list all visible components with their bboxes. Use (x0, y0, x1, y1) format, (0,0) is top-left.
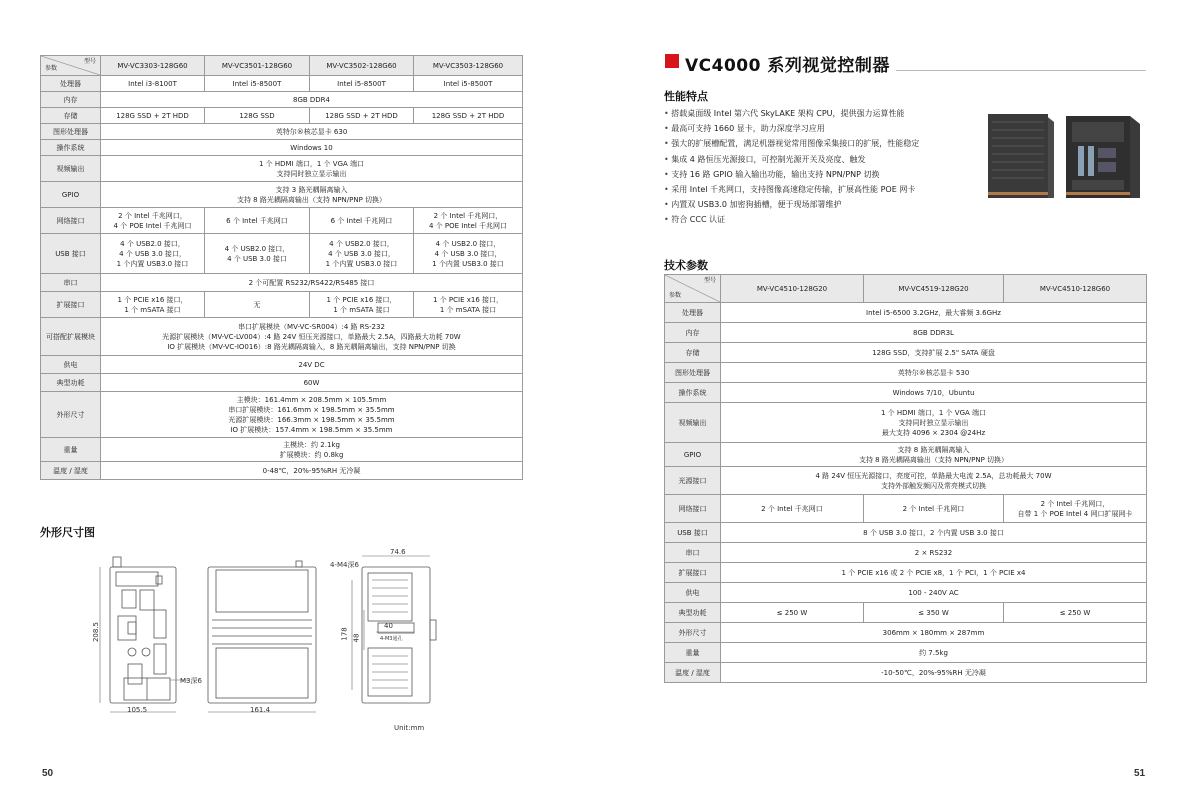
table-row (665, 343, 1147, 363)
dim-m3-label: M3深6 (180, 677, 202, 685)
table-row (665, 495, 1147, 523)
cell-text: 1 个 PCIE x16 接口， 1 个 mSATA 接口 (433, 295, 503, 314)
table-row (41, 392, 523, 438)
product-image (980, 108, 1150, 200)
table-row (41, 438, 523, 462)
cell-text: 主模块：161.4mm × 208.5mm × 105.5mm 串口扩展模块：161.6mm × 198.5mm × 35.5mm 光源扩展模块：166.3mm × 198.5mm × 35.5mm IO 扩展模块：157.4mm × 198.5mm × 35.5mm (228, 395, 395, 434)
table-row (41, 292, 523, 318)
row-label: 可搭配扩展模块 (41, 318, 101, 356)
table-row (41, 92, 523, 108)
cell-value: 100 - 240V AC (721, 583, 1147, 603)
cell-value (205, 292, 310, 318)
cell-value (205, 208, 310, 234)
cell-value: 8GB DDR3L (721, 323, 1147, 343)
cell-text: 1 个 PCIE x16 接口， 1 个 mSATA 接口 (117, 295, 188, 314)
unit-label: Unit:mm (394, 724, 425, 732)
cell-text: 1 个 PCIE x16 接口， 1 个 mSATA 接口 (326, 295, 397, 314)
corner-param-label: 参数 (45, 65, 58, 72)
table-row (41, 462, 523, 480)
model-header: MV-VC3503-128G60 (414, 56, 523, 76)
cell-value (310, 292, 414, 318)
dim-screw-top-label: 4-M4深6 (330, 561, 359, 569)
cell-value: 约 7.5kg (721, 643, 1147, 663)
row-label: 重量 (665, 643, 721, 663)
list-item: • 搭载桌面级 Intel 第六代 SkyLAKE 架构 CPU，提供强力运算性能 (664, 106, 984, 121)
table-row (41, 108, 523, 124)
row-label: 串口 (665, 543, 721, 563)
cell-value: Intel i5-8500T (310, 76, 414, 92)
cell-value: 128G SSD (205, 108, 310, 124)
row-label: 网络接口 (41, 208, 101, 234)
cell-value (101, 234, 205, 274)
table-row (665, 603, 1147, 623)
cell-text: 串口扩展模块（MV-VC-SR004）:4 路 RS-232 光源扩展模块（MV-VC-LV004）:4 路 24V 恒压光源接口，单路最大 2.5A，四路最大功耗 70W IO 扩展模块（MV-VC-IO016）:8 路光耦隔离输入，8 路光耦隔离输出，支持 NPN/PNP 切换 (162, 322, 461, 351)
row-label: USB 接口 (41, 234, 101, 274)
spec-section-title: 技术参数 (664, 259, 708, 272)
cell-value: 8 个 USB 3.0 接口，2 个内置 USB 3.0 接口 (721, 523, 1147, 543)
table-row (665, 623, 1147, 643)
table-header-row (41, 56, 523, 76)
cell-value: 128G SSD + 2T HDD (101, 108, 205, 124)
table-row (41, 182, 523, 208)
table-row (41, 124, 523, 140)
title-accent-square (665, 54, 679, 68)
row-label: 操作系统 (41, 140, 101, 156)
row-label: 供电 (665, 583, 721, 603)
model-header: MV-VC4510-128G20 (721, 275, 864, 303)
row-label: 温度 / 湿度 (41, 462, 101, 480)
cell-value: Intel i5-8500T (205, 76, 310, 92)
cell-text: 支持 8 路光耦隔离输入 支持 8 路光耦隔离输出（支持 NPN/PNP 切换） (858, 445, 1009, 464)
cell-text: 6 个 Intel 千兆网口 (226, 216, 288, 225)
row-label: 扩展接口 (41, 292, 101, 318)
cell-text: 4 个 USB2.0 接口， 4 个 USB 3.0 接口， 1 个内置 USB3.0 接口 (116, 239, 189, 268)
cell-value (101, 438, 523, 462)
cell-value: 128G SSD，支持扩展 2.5" SATA 硬盘 (721, 343, 1147, 363)
cell-text: 4 个 USB2.0 接口， 4 个 USB 3.0 接口， 1 个内置 USB3.0 接口 (432, 239, 504, 268)
row-label: 处理器 (41, 76, 101, 92)
cell-value (101, 182, 523, 208)
table-header-row (665, 275, 1147, 303)
row-label: 内存 (665, 323, 721, 343)
cell-value: 60W (101, 374, 523, 392)
page-title: VC4000 系列视觉控制器 (685, 56, 890, 76)
cell-value: 24V DC (101, 356, 523, 374)
dim-178-label: 178 (340, 627, 349, 641)
dim-40-label: 40 (384, 622, 393, 630)
row-label: GPIO (41, 182, 101, 208)
row-label: 光源接口 (665, 467, 721, 495)
cell-value: 128G SSD + 2T HDD (414, 108, 523, 124)
table-row (665, 523, 1147, 543)
cell-value: ≤ 250 W (721, 603, 864, 623)
cell-value: ≤ 350 W (864, 603, 1004, 623)
table-corner-cell (41, 56, 101, 76)
table-row (665, 383, 1147, 403)
feature-list (664, 106, 984, 228)
cell-value: Windows 7/10，Ubuntu (721, 383, 1147, 403)
table-row (41, 76, 523, 92)
cell-text: 2 个 Intel 千兆网口 (902, 504, 965, 513)
cell-value: Intel i5-8500T (414, 76, 523, 92)
model-header: MV-VC3501-128G60 (205, 56, 310, 76)
row-label: 典型功耗 (665, 603, 721, 623)
row-label: 内存 (41, 92, 101, 108)
cell-text: 4 个 USB2.0 接口， 4 个 USB 3.0 接口 (224, 244, 290, 263)
cell-value (414, 208, 523, 234)
cell-value (101, 156, 523, 182)
row-label: GPIO (665, 443, 721, 467)
table-row (665, 643, 1147, 663)
right-page-number: 51 (1134, 768, 1146, 779)
cell-value: 2 × RS232 (721, 543, 1147, 563)
left-spec-table (40, 55, 523, 480)
table-row (41, 356, 523, 374)
table-corner-cell (665, 275, 721, 303)
row-label: 扩展接口 (665, 563, 721, 583)
table-row (41, 208, 523, 234)
right-spec-table (664, 274, 1147, 683)
right-page (594, 0, 1187, 805)
table-row (665, 543, 1147, 563)
cell-value: 0-48℃，20%-95%RH 无冷凝 (101, 462, 523, 480)
cell-text: 支持 3 路光耦隔离输入 支持 8 路光耦隔离输出（支持 NPN/PNP 切换） (236, 185, 387, 204)
cell-text: 4 个 USB2.0 接口， 4 个 USB 3.0 接口， 1 个内置 USB3.0 接口 (325, 239, 398, 268)
cell-value (101, 392, 523, 438)
list-item: • 支持 16 路 GPIO 输入输出功能，输出支持 NPN/PNP 切换 (664, 167, 984, 182)
corner-model-label: 型号 (83, 58, 96, 65)
table-row (665, 303, 1147, 323)
features-title: 性能特点 (664, 90, 708, 103)
cell-value (721, 467, 1147, 495)
cell-text: 4 路 24V 恒压光源接口，亮度可控，单路最大电流 2.5A，总功耗最大 70W 支持外部触发频闪及常亮模式切换 (815, 471, 1052, 490)
cell-text: 2 个 Intel 千兆网口， 4 个 POE Intel 千兆网口 (113, 211, 192, 230)
table-row (41, 234, 523, 274)
dim-length-label: 161.4 (250, 706, 271, 714)
cell-value: -10-50℃，20%-95%RH 无冷凝 (721, 663, 1147, 683)
cell-value: 128G SSD + 2T HDD (310, 108, 414, 124)
drawing-section-title: 外形尺寸图 (40, 526, 95, 539)
cell-value (310, 234, 414, 274)
cell-text: 2 个 Intel 千兆网口， 4 个 POE Intel 千兆网口 (428, 211, 507, 230)
cell-value (414, 292, 523, 318)
row-label: 典型功耗 (41, 374, 101, 392)
row-label: 网络接口 (665, 495, 721, 523)
row-label: 重量 (41, 438, 101, 462)
row-label: 存储 (665, 343, 721, 363)
cell-value (721, 403, 1147, 443)
cell-value (101, 318, 523, 356)
cell-value (864, 495, 1004, 523)
cell-text: 2 个 Intel 千兆网口 (761, 504, 823, 513)
cell-value: 8GB DDR4 (101, 92, 523, 108)
list-item: • 最高可支持 1660 显卡，助力深度学习应用 (664, 121, 984, 136)
cell-value: Intel i5-6500 3.2GHz，最大睿频 3.6GHz (721, 303, 1147, 323)
table-row (665, 663, 1147, 683)
cell-value (205, 234, 310, 274)
table-row (665, 467, 1147, 495)
table-row (41, 156, 523, 182)
cell-value: ≤ 250 W (1004, 603, 1147, 623)
list-item: • 内置双 USB3.0 加密狗插槽，便于现场部署维护 (664, 197, 984, 212)
cell-value: 1 个 PCIE x16 或 2 个 PCIE x8，1 个 PCI，1 个 PCIE x4 (721, 563, 1147, 583)
table-row (665, 563, 1147, 583)
corner-model-label: 型号 (703, 277, 716, 284)
row-label: 外形尺寸 (41, 392, 101, 438)
cell-text: 主模块：约 2.1kg 扩展模块：约 0.8kg (279, 440, 344, 459)
cell-value (721, 443, 1147, 467)
table-row (665, 363, 1147, 383)
cell-value: 306mm × 180mm × 287mm (721, 623, 1147, 643)
row-label: 视频输出 (665, 403, 721, 443)
model-header: MV-VC4510-128G60 (1004, 275, 1147, 303)
row-label: 温度 / 湿度 (665, 663, 721, 683)
model-header: MV-VC3502-128G60 (310, 56, 414, 76)
cell-text: 1 个 HDMI 端口，1 个 VGA 端口 支持同时独立显示输出 (258, 159, 365, 178)
cell-text: 2 个 Intel 千兆网口， 自带 1 个 POE Intel 4 网口扩展网卡 (1017, 499, 1133, 518)
row-label: 图形处理器 (665, 363, 721, 383)
table-row (41, 140, 523, 156)
cell-text: 6 个 Intel 千兆网口 (330, 216, 393, 225)
cell-value: 英特尔®核芯显卡 630 (101, 124, 523, 140)
table-row (665, 583, 1147, 603)
dim-48-label: 48 (352, 633, 361, 643)
cell-value (310, 208, 414, 234)
table-row (665, 443, 1147, 467)
corner-param-label: 参数 (669, 292, 682, 299)
row-label: 串口 (41, 274, 101, 292)
cell-text: 无 (253, 300, 261, 309)
table-row (41, 374, 523, 392)
row-label: 外形尺寸 (665, 623, 721, 643)
cell-value (721, 495, 864, 523)
row-label: 图形处理器 (41, 124, 101, 140)
list-item: • 采用 Intel 千兆网口，支持图像高速稳定传输，扩展高性能 POE 网卡 (664, 182, 984, 197)
dim-screw-bottom-label: 4-M3通孔 (380, 636, 403, 642)
cell-value (414, 234, 523, 274)
row-label: 处理器 (665, 303, 721, 323)
cell-value (101, 208, 205, 234)
dim-front-width-label: 105.5 (127, 706, 148, 714)
cell-value (101, 292, 205, 318)
table-row (41, 274, 523, 292)
cell-text: 1 个 HDMI 端口，1 个 VGA 端口 支持同时独立显示输出 最大支持 4096 × 2304 @24Hz (880, 408, 987, 437)
list-item: • 强大的扩展槽配置，满足机器视觉常用图像采集接口的扩展，性能稳定 (664, 136, 984, 151)
cell-value: 2 个可配置 RS232/RS422/RS485 接口 (101, 274, 523, 292)
table-row (665, 403, 1147, 443)
cell-value: Windows 10 (101, 140, 523, 156)
row-label: 供电 (41, 356, 101, 374)
model-header: MV-VC4519-128G20 (864, 275, 1004, 303)
table-row (41, 318, 523, 356)
row-label: 操作系统 (665, 383, 721, 403)
cell-value: 英特尔®核芯显卡 530 (721, 363, 1147, 383)
list-item: • 符合 CCC 认证 (664, 212, 984, 227)
table-row (665, 323, 1147, 343)
list-item: • 集成 4 路恒压光源接口，可控制光源开关及亮度、触发 (664, 152, 984, 167)
cell-value: Intel i3-8100T (101, 76, 205, 92)
model-header: MV-VC3303-128G60 (101, 56, 205, 76)
row-label: USB 接口 (665, 523, 721, 543)
title-rule (896, 70, 1146, 71)
left-page-number: 50 (42, 768, 54, 779)
row-label: 存储 (41, 108, 101, 124)
dim-top-label: 74.6 (390, 548, 406, 556)
row-label: 视频输出 (41, 156, 101, 182)
dim-height-label: 208.5 (92, 621, 101, 643)
cell-value (1004, 495, 1147, 523)
